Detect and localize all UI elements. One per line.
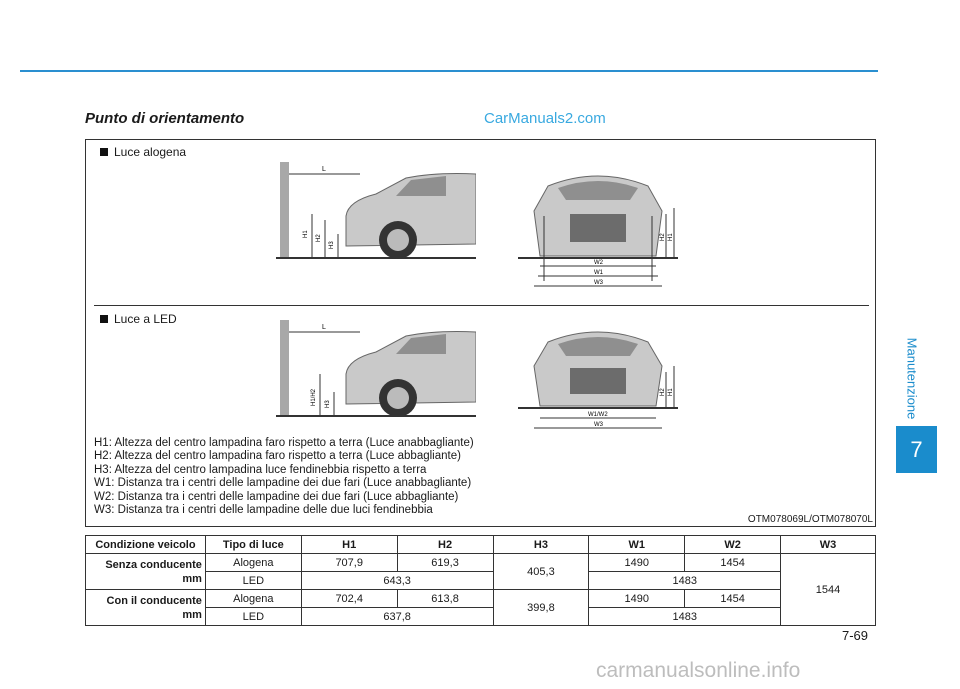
page-number: 7-69 [842,628,869,643]
dim-H2-side: H2 [316,234,322,242]
table-cell: 1483 [589,572,781,590]
dim-L: L [322,166,326,173]
condition-unloaded: Senza conducente mm [86,554,206,590]
dim-W2: W2 [594,260,603,266]
panel-label-halogen: Luce alogena [100,145,186,159]
table-header: Tipo di luce [205,536,301,554]
watermark-top: CarManuals2.com [484,110,606,127]
dimension-legend [94,437,474,517]
wall [280,162,289,258]
bullet-square-icon [100,315,108,323]
headlight-aiming-figure [85,139,876,527]
dim-H3-side: H3 [329,241,335,249]
aiming-spec-table [85,535,876,626]
table-cell: 643,3 [301,572,493,590]
table-cell: 1544 [781,554,876,626]
dim-H1H2-side: H1/H2 [311,388,317,406]
table-cell: Alogena [205,590,301,608]
table-header: H1 [301,536,397,554]
dim-W1: W1 [594,270,603,276]
table-cell: 619,3 [397,554,493,572]
table-header: H3 [493,536,589,554]
table-cell: 1454 [685,590,781,608]
dim-H1-side: H1 [303,230,309,238]
section-title: Punto di orientamento [85,110,245,127]
table-cell: 1490 [589,554,685,572]
figure-code: OTM078069L/OTM078070L [747,514,873,525]
wall [280,320,289,416]
table-header: H2 [397,536,493,554]
table-cell: Alogena [205,554,301,572]
table-cell: 1490 [589,590,685,608]
dim-W3: W3 [594,280,603,286]
side-view-halogen [276,156,476,264]
front-view-halogen [518,156,678,296]
table-cell: 399,8 [493,590,589,626]
condition-loaded: Con il conducente mm [86,590,206,626]
grille [570,214,626,242]
legend-line: H3: Altezza del centro lampadina luce fendinebbia rispetto a terra [94,463,427,476]
grille [570,368,626,394]
dim-H2-front: H2 [660,388,666,396]
dim-H2-front: H2 [660,233,666,241]
legend-line: W2: Distanza tra i centri delle lampadine dei due fari (Luce abbagliante) [94,490,459,503]
bullet-square-icon [100,148,108,156]
table-header: Condizione veicolo [86,536,206,554]
panel-divider [94,305,869,306]
table-cell: 707,9 [301,554,397,572]
panel-label-led: Luce a LED [100,312,177,326]
side-tab-label: Manutenzione [904,337,920,419]
dim-L: L [322,324,326,331]
legend-line: H1: Altezza del centro lampadina faro rispetto a terra (Luce anabbagliante) [94,437,474,449]
watermark-bottom: carmanualsonline.info [596,659,801,682]
table-cell: LED [205,608,301,626]
legend-line: H2: Altezza del centro lampadina faro rispetto a terra (Luce abbagliante) [94,450,461,463]
table-cell: 405,3 [493,554,589,590]
table-row [86,554,876,572]
dim-W1W2: W1/W2 [588,412,608,418]
table-cell: 702,4 [301,590,397,608]
dim-W3: W3 [594,422,603,428]
table-header: W2 [685,536,781,554]
table-header: W1 [589,536,685,554]
table-cell: 613,8 [397,590,493,608]
table-cell: 1454 [685,554,781,572]
dim-H1-front: H1 [668,388,674,396]
front-view-led [518,316,678,436]
side-view-led [276,316,476,420]
dim-H1-front: H1 [668,233,674,241]
table-header: W3 [781,536,876,554]
dim-H3-side: H3 [325,400,331,408]
chapter-number: 7 [896,426,937,473]
table-cell: LED [205,572,301,590]
header-rule [20,70,878,72]
legend-line: W1: Distanza tra i centri delle lampadine dei due fari (Luce anabbagliante) [94,477,472,490]
table-header-row [86,536,876,554]
legend-line: W3: Distanza tra i centri delle lampadine delle due luci fendinebbia [94,504,433,517]
table-row [86,590,876,608]
table-cell: 637,8 [301,608,493,626]
table-cell: 1483 [589,608,781,626]
